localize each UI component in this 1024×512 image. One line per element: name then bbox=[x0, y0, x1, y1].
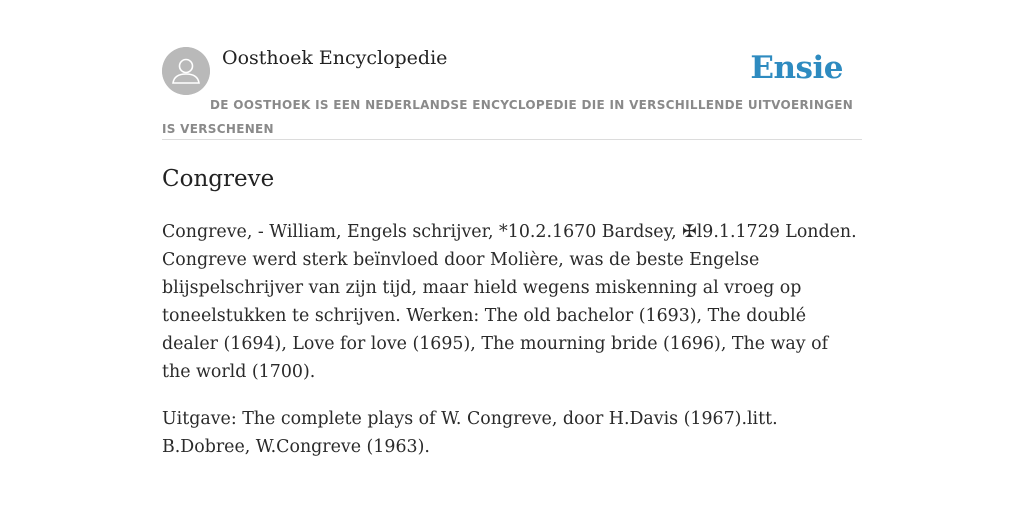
source-header bbox=[162, 46, 862, 140]
article-paragraph: Uitgave: The complete plays of W. Congreve, door H.Davis (1967).litt. B.Dobree, W.Congreve (1963). bbox=[162, 409, 778, 457]
article-title: Congreve bbox=[162, 166, 275, 192]
source-name-link[interactable]: Oosthoek Encyclopedie bbox=[222, 47, 448, 69]
article-paragraph: Congreve, - William, Engels schrijver, *10.2.1670 Bardsey, ✠l9.1.1729 Londen. Congreve werd sterk beïnvloed door Molière, was de beste Engelse blijspelschrijver van zijn tijd, maar hield wegens miskenning al vroeg op toneelstukken te schrijven. Werken: The old bachelor (1693), The doublé dealer (1694), Love for love (1695), The mourning bride (1696), The way of the world (1700). bbox=[162, 222, 857, 382]
user-avatar-icon[interactable] bbox=[162, 47, 210, 95]
source-description: DE OOSTHOEK IS EEN NEDERLANDSE ENCYCLOPEDIE DIE IN VERSCHILLENDE UITVOERINGEN IS VERSCHENEN bbox=[162, 98, 854, 136]
brand-logo[interactable]: Ensie bbox=[750, 50, 843, 86]
page-content bbox=[162, 46, 862, 461]
